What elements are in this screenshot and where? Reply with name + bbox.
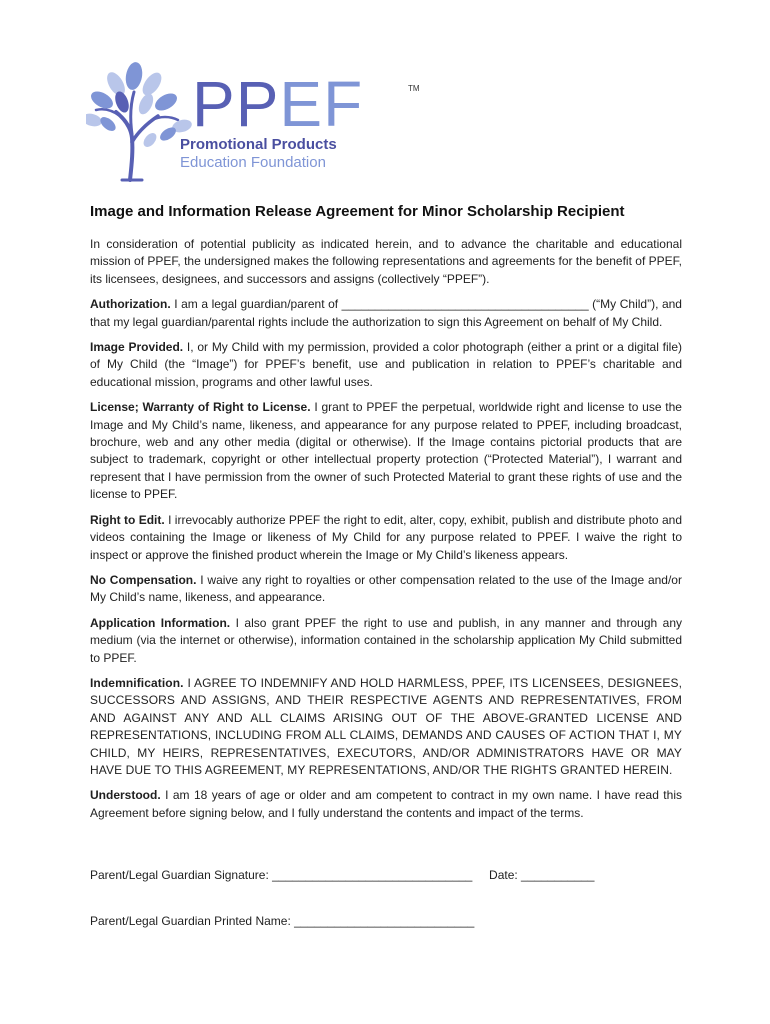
logo-wordmark-ef: EF bbox=[279, 68, 364, 140]
section-indemnification bbox=[90, 675, 682, 779]
section-body: I waive any right to royalties or other compensation related to the use of the Image and/or My Child’s name, likeness, and appearance. bbox=[90, 572, 682, 605]
section-heading: Indemnification. bbox=[90, 675, 184, 690]
section-body: I grant to PPEF the perpetual, worldwide right and license to use the Image and My Child’s name, likeness, and appearance for any purpose related to PPEF, including broadcast, brochure, web and any other media (digital or otherwise). If the Image contains pictorial products that are subject to trademark, copyright or other intellectual property protection (“Protected Material”), I warrant and represent that I have permission from the owner of such Protected Material to grant these rights of use and the license to PPEF. bbox=[90, 400, 682, 502]
printed-name-field[interactable]: Parent/Legal Guardian Printed Name: ___________________________ bbox=[90, 914, 475, 928]
section-heading: Right to Edit. bbox=[90, 512, 165, 527]
section-body: I am a legal guardian/parent of _____________________________________ (“My Child”), and that my legal guardian/parental rights include the authorization to sign this Agreement on behalf of My Child. bbox=[90, 297, 682, 329]
section-right-to-edit bbox=[90, 512, 682, 564]
section-application-information bbox=[90, 615, 682, 667]
agreement-document bbox=[90, 202, 682, 830]
logo-wordmark-pp: PP bbox=[192, 68, 280, 140]
section-license bbox=[90, 399, 682, 503]
signature-field[interactable]: Parent/Legal Guardian Signature: ______________________________ bbox=[90, 868, 473, 882]
section-authorization bbox=[90, 296, 682, 331]
intro-paragraph: In consideration of potential publicity as indicated herein, and to advance the charitable and educational mission of PPEF, the undersigned makes the following representations and agreements for the benefit of PPEF, its licensees, designees, and successors and assigns (collectively “PPEF”). bbox=[90, 237, 682, 286]
section-heading: Understood. bbox=[90, 788, 161, 803]
section-heading: License; Warranty of Right to License. bbox=[90, 400, 311, 415]
date-field[interactable]: Date: ___________ bbox=[489, 868, 595, 882]
trademark-mark: TM bbox=[408, 84, 420, 93]
printed-name-row bbox=[90, 914, 474, 928]
section-heading: Authorization. bbox=[90, 297, 171, 312]
section-body: I, or My Child with my permission, provided a color photograph (either a print or a digital file) of My Child (the “Image”) for PPEF’s benefit, use and publication in relation to PPEF’s charitable and educational mission, programs and other lawful uses. bbox=[90, 340, 682, 389]
signature-row bbox=[90, 868, 594, 882]
section-body: I also grant PPEF the right to use and publish, in any manner and through any medium (via the internet or otherwise), information contained in the scholarship application My Child submitted to PPEF. bbox=[90, 615, 682, 665]
section-body: I am 18 years of age or older and am competent to contract in my own name. I have read this Agreement before signing below, and I fully understand the contents and impact of the terms. bbox=[90, 788, 682, 820]
section-image-provided bbox=[90, 339, 682, 391]
document-title: Image and Information Release Agreement for Minor Scholarship Recipient bbox=[90, 203, 625, 220]
ppef-logo bbox=[86, 54, 420, 182]
logo-name-line1: Promotional Products bbox=[180, 136, 337, 153]
section-body: I AGREE TO INDEMNIFY AND HOLD HARMLESS, PPEF, ITS LICENSEES, DESIGNEES, SUCCESSORS AND ASSIGNS, AND THEIR RESPECTIVE AGENTS AND REPRESENTATIVES, FROM AND AGAINST ANY AND ALL CLAIMS ARISING OUT OF THE ABOVE-GRANTED LICENSE AND REPRESENTATIONS, INCLUDING FROM ALL CLAIMS, DEMANDS AND CAUSES OF ACTION THAT I, MY CHILD, MY HEIRS, REPRESENTATIVES, EXECUTORS, AND/OR ADMINISTRATORS HAVE OR MAY HAVE DUE TO THIS AGREEMENT, MY REPRESENTATIONS, AND/OR THE RIGHTS GRANTED HEREIN. bbox=[90, 675, 683, 777]
logo-wordmark bbox=[192, 68, 364, 140]
section-understood bbox=[90, 787, 682, 822]
section-body: I irrevocably authorize PPEF the right to edit, alter, copy, exhibit, publish and distribute photo and videos containing the Image or likeness of My Child for any purpose related to PPEF. I waive the right to inspect or approve the finished product wherein the Image or My Child’s likeness appears. bbox=[90, 512, 682, 562]
section-heading: Image Provided. bbox=[90, 340, 184, 355]
section-no-compensation bbox=[90, 572, 682, 607]
logo-name-line2: Education Foundation bbox=[180, 154, 326, 171]
section-heading: Application Information. bbox=[90, 615, 231, 630]
section-heading: No Compensation. bbox=[90, 572, 197, 587]
